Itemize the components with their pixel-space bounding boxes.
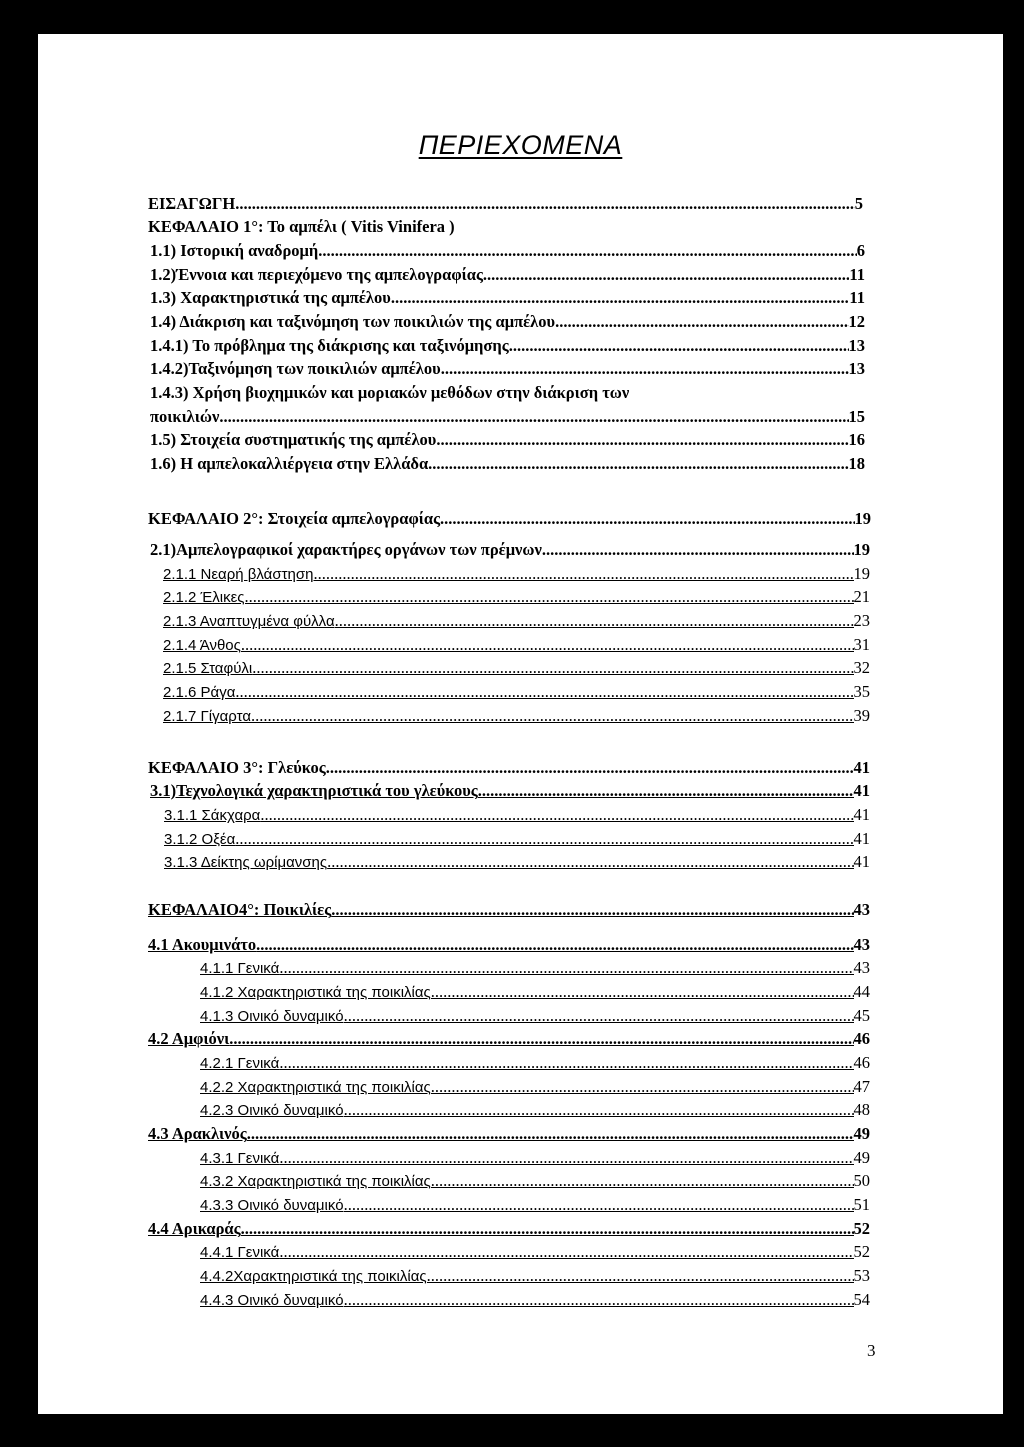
toc-entry bbox=[200, 1052, 870, 1074]
toc-label: 1.3) Χαρακτηριστικά της αμπέλου bbox=[150, 288, 391, 307]
toc-label: 1.4.2)Ταξινόμηση των ποικιλιών αμπέλου bbox=[150, 359, 441, 378]
toc-page: 19 bbox=[853, 540, 870, 559]
toc-page: 13 bbox=[848, 359, 865, 378]
toc-label: 4.4.3 Οινικό δυναμικό bbox=[200, 1292, 344, 1309]
toc-label: 3.1.2 Οξέα bbox=[164, 831, 236, 848]
toc-entry bbox=[148, 757, 870, 779]
document-page bbox=[38, 34, 1003, 1414]
toc-page: 51 bbox=[853, 1195, 870, 1214]
toc-label: 4.1 Ακουμινάτο bbox=[148, 935, 257, 954]
toc-page: 11 bbox=[849, 288, 865, 307]
toc-entry bbox=[150, 539, 870, 561]
toc-label: 3.1)Τεχνολογικά χαρακτηριστικά του γλεύκους bbox=[150, 781, 478, 800]
toc-entry bbox=[200, 1099, 870, 1121]
toc-label: 4.2.2 Χαρακτηριστικά της ποικιλίας bbox=[200, 1079, 431, 1096]
toc-entry bbox=[200, 1005, 870, 1027]
toc-page: 53 bbox=[853, 1266, 870, 1285]
toc-label: ΚΕΦΑΛΑΙΟ4°: Ποικιλίες bbox=[148, 900, 332, 919]
toc-page: 48 bbox=[853, 1100, 870, 1119]
toc-label: 1.1) Ιστορική αναδρομή bbox=[150, 241, 319, 260]
toc-label: 4.1.1 Γενικά bbox=[200, 960, 280, 977]
toc-entry bbox=[200, 981, 870, 1003]
toc-label: 2.1.2 Έλικες bbox=[163, 589, 245, 606]
toc-page: 32 bbox=[853, 658, 870, 677]
toc-label: 2.1.7 Γίγαρτα bbox=[163, 708, 252, 725]
toc-entry bbox=[150, 240, 865, 262]
toc-entry bbox=[200, 1076, 870, 1098]
toc-entry bbox=[164, 804, 870, 826]
toc-entry bbox=[150, 406, 865, 428]
toc-label: ΚΕΦΑΛΑΙΟ 3°: Γλεύκος bbox=[148, 758, 326, 777]
toc-page: 23 bbox=[853, 611, 870, 630]
toc-entry bbox=[164, 828, 870, 850]
toc-entry bbox=[200, 1289, 870, 1311]
toc-page: 11 bbox=[849, 265, 865, 284]
toc-page: 19 bbox=[854, 509, 871, 528]
toc-entry bbox=[148, 1123, 870, 1145]
toc-page: 35 bbox=[853, 682, 870, 701]
toc-entry bbox=[200, 1241, 870, 1263]
toc-label: 1.6) Η αμπελοκαλλιέργεια στην Ελλάδα bbox=[150, 454, 429, 473]
toc-page: 41 bbox=[853, 781, 870, 800]
toc-entry bbox=[148, 193, 863, 215]
toc-label: 4.4.2Χαρακτηριστικά της ποικιλίας bbox=[200, 1268, 427, 1285]
toc-entry bbox=[163, 634, 870, 656]
toc-entry bbox=[163, 705, 870, 727]
toc-page: 16 bbox=[848, 430, 865, 449]
toc-entry bbox=[150, 780, 870, 802]
toc-entry bbox=[148, 216, 608, 238]
toc-page: 46 bbox=[853, 1029, 870, 1048]
toc-entry bbox=[150, 311, 865, 333]
toc-entry bbox=[163, 681, 870, 703]
toc-entry bbox=[148, 1218, 870, 1240]
toc-label: 4.1.3 Οινικό δυναμικό bbox=[200, 1008, 344, 1025]
toc-label: 1.4.3) Χρήση βιοχημικών και μοριακών μεθόδων στην διάκριση των bbox=[150, 383, 630, 402]
toc-entry bbox=[148, 1028, 870, 1050]
toc-page: 49 bbox=[853, 1148, 870, 1167]
toc-page: 54 bbox=[853, 1290, 870, 1309]
toc-page: 31 bbox=[853, 635, 870, 654]
toc-label: 4.1.2 Χαρακτηριστικά της ποικιλίας bbox=[200, 984, 431, 1001]
toc-page: 52 bbox=[853, 1219, 870, 1238]
toc-label: ΚΕΦΑΛΑΙΟ 1°: Το αμπέλι ( Vitis Vinifera ) bbox=[148, 217, 455, 236]
toc-page: 50 bbox=[853, 1171, 870, 1190]
toc-page: 43 bbox=[853, 900, 870, 919]
toc-label: 2.1.4 Άνθος bbox=[163, 637, 241, 654]
toc-entry bbox=[200, 1147, 870, 1169]
toc-page: 41 bbox=[853, 805, 870, 824]
toc-page: 19 bbox=[853, 564, 870, 583]
toc-entry bbox=[200, 1170, 870, 1192]
toc-entry bbox=[150, 287, 865, 309]
toc-page: 5 bbox=[854, 194, 863, 213]
toc-label: 4.4.1 Γενικά bbox=[200, 1244, 280, 1261]
toc-entry bbox=[148, 508, 871, 530]
toc-page: 15 bbox=[848, 407, 865, 426]
toc-label: 2.1.3 Αναπτυγμένα φύλλα bbox=[163, 613, 335, 630]
toc-page: 41 bbox=[853, 852, 870, 871]
toc-label: 2.1.6 Ράγα bbox=[163, 684, 236, 701]
toc-page: 49 bbox=[853, 1124, 870, 1143]
toc-label: 4.2.3 Οινικό δυναμικό bbox=[200, 1102, 344, 1119]
toc-entry bbox=[163, 586, 870, 608]
toc-entry bbox=[163, 563, 870, 585]
toc-label: 4.3 Αρακλινός bbox=[148, 1124, 247, 1143]
toc-page: 46 bbox=[853, 1053, 870, 1072]
toc-page: 39 bbox=[853, 706, 870, 725]
toc-label: 2.1.5 Σταφύλι bbox=[163, 660, 253, 677]
toc-label: ΕΙΣΑΓΩΓΗ bbox=[148, 194, 236, 213]
toc-entry bbox=[163, 657, 870, 679]
toc-page: 21 bbox=[853, 587, 870, 606]
toc-entry bbox=[200, 1265, 870, 1287]
toc-label: 2.1.1 Νεαρή βλάστηση bbox=[163, 566, 314, 583]
toc-label: 1.4.1) Το πρόβλημα της διάκρισης και ταξινόμησης bbox=[150, 336, 509, 355]
toc-entry bbox=[200, 1194, 870, 1216]
toc-label: 4.2.1 Γενικά bbox=[200, 1055, 280, 1072]
toc-label: ΚΕΦΑΛΑΙΟ 2°: Στοιχεία αμπελογραφίας bbox=[148, 509, 441, 528]
toc-label: 1.4) Διάκριση και ταξινόμηση των ποικιλιών της αμπέλου bbox=[150, 312, 556, 331]
toc-entry bbox=[148, 899, 870, 921]
toc-label: 4.3.1 Γενικά bbox=[200, 1150, 280, 1167]
toc-entry bbox=[150, 453, 865, 475]
toc-label: 4.3.2 Χαρακτηριστικά της ποικιλίας bbox=[200, 1173, 431, 1190]
toc-entry bbox=[164, 851, 870, 873]
toc-label: 4.4 Αρικαράς bbox=[148, 1219, 241, 1238]
toc-label: 4.3.3 Οινικό δυναμικό bbox=[200, 1197, 344, 1214]
toc-page: 6 bbox=[856, 241, 865, 260]
toc-page: 43 bbox=[853, 935, 870, 954]
toc-label: 2.1)Αμπελογραφικοί χαρακτήρες οργάνων των πρέμνων bbox=[150, 540, 542, 559]
toc-entry bbox=[150, 382, 870, 404]
toc-label: 3.1.3 Δείκτης ωρίμανσης bbox=[164, 854, 328, 871]
toc-page: 41 bbox=[853, 829, 870, 848]
toc-page: 41 bbox=[853, 758, 870, 777]
toc-entry bbox=[200, 957, 870, 979]
toc-entry bbox=[150, 335, 865, 357]
page-title: ΠΕΡΙΕΧΟΜΕΝΑ bbox=[418, 130, 623, 160]
toc-label: 3.1.1 Σάκχαρα bbox=[164, 807, 261, 824]
toc-page: 45 bbox=[853, 1006, 870, 1025]
toc-page: 43 bbox=[853, 958, 870, 977]
toc-page: 18 bbox=[848, 454, 865, 473]
toc-page: 52 bbox=[853, 1242, 870, 1261]
toc-entry bbox=[150, 358, 865, 380]
toc-entry bbox=[150, 264, 865, 286]
toc-entry bbox=[148, 934, 870, 956]
toc-page: 47 bbox=[853, 1077, 870, 1096]
toc-entry bbox=[150, 429, 865, 451]
toc-entry bbox=[163, 610, 870, 632]
toc-label: ποικιλιών bbox=[150, 407, 220, 426]
toc-page: 44 bbox=[853, 982, 870, 1001]
toc-page: 12 bbox=[848, 312, 865, 331]
page-number: 3 bbox=[867, 1341, 876, 1360]
toc-label: 4.2 Αμφιόνι bbox=[148, 1029, 230, 1048]
toc-label: 1.5) Στοιχεία συστηματικής της αμπέλου bbox=[150, 430, 437, 449]
toc-label: 1.2)Έννοια και περιεχόμενο της αμπελογραφίας bbox=[150, 265, 483, 284]
toc-page: 13 bbox=[848, 336, 865, 355]
